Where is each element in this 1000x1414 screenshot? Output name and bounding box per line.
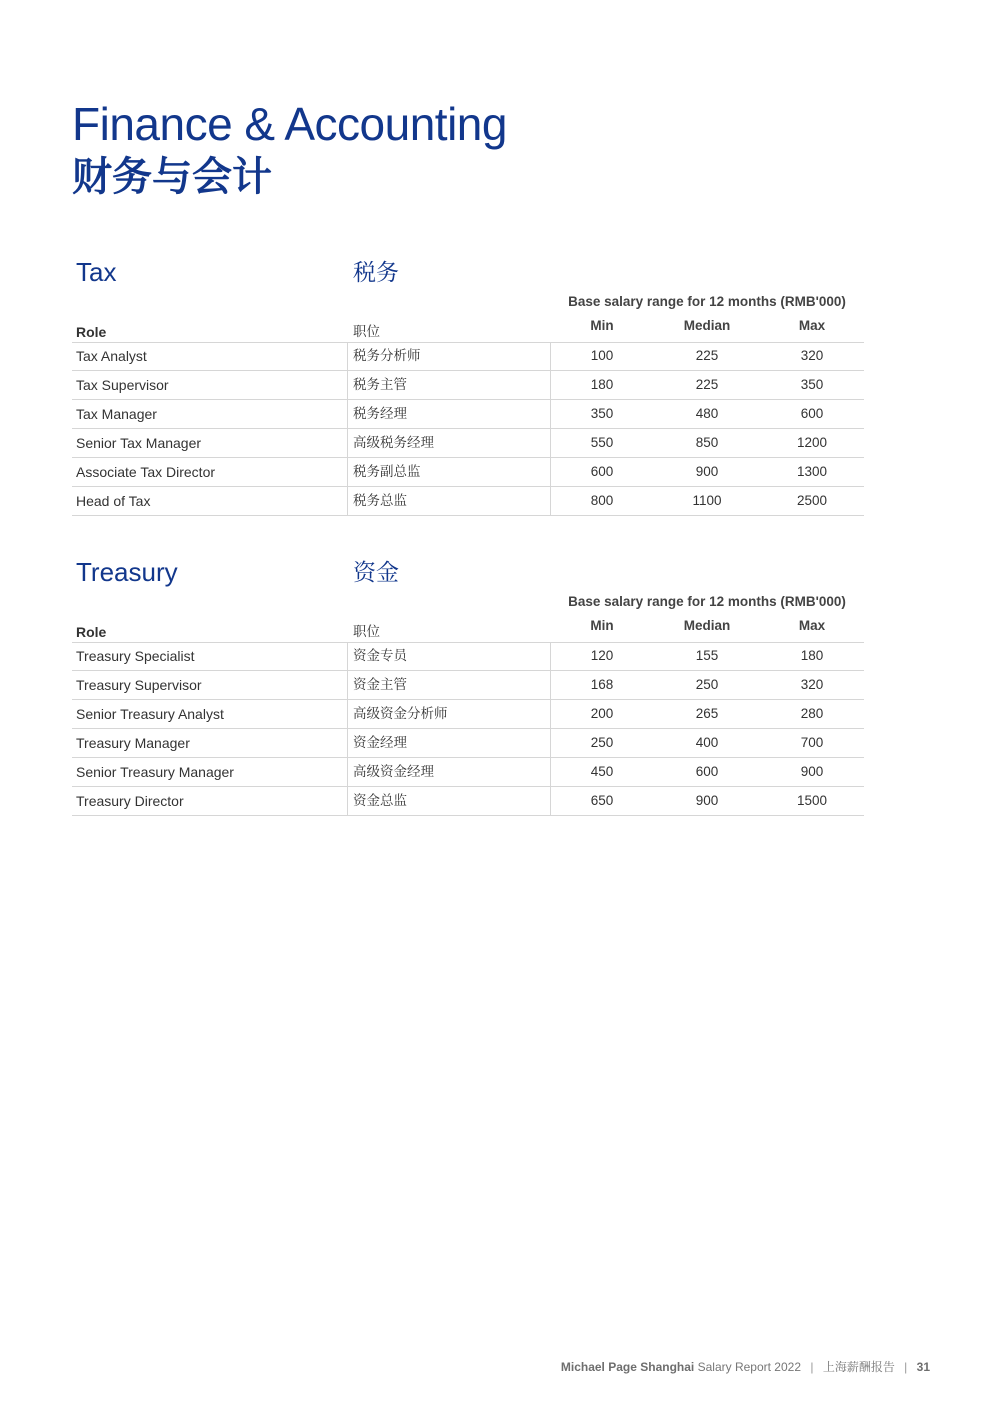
column-divider — [347, 671, 348, 700]
column-divider — [550, 700, 551, 729]
footer-brand: Michael Page Shanghai — [560, 1360, 695, 1374]
section-title: Treasury — [76, 557, 178, 587]
page-title: Finance & Accounting — [72, 98, 507, 150]
column-divider — [347, 787, 348, 816]
footer-report-title-chinese: 上海薪酬报告 — [822, 1360, 895, 1374]
role-cell: Treasury Supervisor — [76, 677, 202, 693]
footer-separator: | — [810, 1360, 814, 1374]
section-title-chinese: 资金 — [353, 559, 399, 585]
header-role: Role — [76, 624, 107, 640]
min-cell: 450 — [590, 764, 614, 779]
table-row — [72, 758, 864, 787]
max-cell: 900 — [800, 764, 824, 779]
column-divider — [550, 758, 551, 787]
page-footer — [561, 1358, 930, 1375]
median-cell: 900 — [695, 793, 719, 808]
header-median: Median — [683, 618, 731, 633]
column-divider — [550, 487, 551, 516]
min-cell: 100 — [590, 348, 614, 363]
column-divider — [550, 429, 551, 458]
role-chinese-cell: 税务主管 — [353, 377, 407, 392]
min-cell: 550 — [590, 435, 614, 450]
treasury-section — [72, 556, 864, 816]
column-divider — [347, 487, 348, 516]
max-cell: 280 — [800, 706, 824, 721]
table-row — [72, 729, 864, 758]
role-chinese-cell: 资金主管 — [353, 677, 407, 692]
column-divider — [347, 458, 348, 487]
header-min: Min — [590, 318, 614, 333]
table-row — [72, 671, 864, 700]
column-divider — [550, 671, 551, 700]
column-divider — [347, 371, 348, 400]
median-cell: 480 — [695, 406, 719, 421]
min-cell: 350 — [590, 406, 614, 421]
header-median: Median — [683, 318, 731, 333]
median-cell: 250 — [695, 677, 719, 692]
role-chinese-cell: 高级税务经理 — [353, 435, 434, 450]
max-cell: 320 — [800, 677, 824, 692]
role-cell: Tax Analyst — [76, 348, 147, 364]
table-header — [72, 314, 864, 343]
role-chinese-cell: 资金总监 — [353, 793, 407, 808]
column-divider — [347, 700, 348, 729]
min-cell: 180 — [590, 377, 614, 392]
section-title: Tax — [76, 257, 117, 287]
median-cell: 225 — [695, 377, 719, 392]
header-min: Min — [590, 618, 614, 633]
max-cell: 180 — [800, 648, 824, 663]
footer-separator: | — [904, 1360, 908, 1374]
tax-section — [72, 256, 864, 516]
role-chinese-cell: 税务分析师 — [353, 348, 421, 363]
header-role-chinese: 职位 — [353, 624, 380, 639]
role-chinese-cell: 高级资金经理 — [353, 764, 434, 779]
role-cell: Senior Tax Manager — [76, 435, 202, 451]
role-cell: Tax Supervisor — [76, 377, 169, 393]
header-role-chinese: 职位 — [353, 324, 380, 339]
table-body — [72, 642, 864, 816]
role-chinese-cell: 税务副总监 — [353, 464, 421, 479]
max-cell: 600 — [800, 406, 824, 421]
column-divider — [550, 400, 551, 429]
role-cell: Senior Treasury Analyst — [76, 706, 224, 722]
min-cell: 650 — [590, 793, 614, 808]
column-divider — [550, 342, 551, 371]
column-divider — [550, 458, 551, 487]
column-divider — [347, 729, 348, 758]
footer-report-title: Salary Report 2022 — [697, 1360, 801, 1374]
table-row — [72, 487, 864, 516]
role-chinese-cell: 资金专员 — [353, 648, 407, 663]
max-cell: 1300 — [796, 464, 828, 479]
median-cell: 900 — [695, 464, 719, 479]
min-cell: 800 — [590, 493, 614, 508]
column-divider — [347, 758, 348, 787]
salary-range-label: Base salary range for 12 months (RMB'000) — [568, 594, 846, 609]
column-divider — [347, 400, 348, 429]
role-cell: Head of Tax — [76, 493, 151, 509]
median-cell: 850 — [695, 435, 719, 450]
median-cell: 600 — [695, 764, 719, 779]
median-cell: 265 — [695, 706, 719, 721]
table-row — [72, 342, 864, 371]
role-chinese-cell: 税务经理 — [353, 406, 407, 421]
salary-range-label: Base salary range for 12 months (RMB'000) — [568, 294, 846, 309]
max-cell: 700 — [800, 735, 824, 750]
role-chinese-cell: 资金经理 — [353, 735, 407, 750]
min-cell: 120 — [590, 648, 614, 663]
role-chinese-cell: 高级资金分析师 — [353, 706, 448, 721]
role-cell: Treasury Specialist — [76, 648, 195, 664]
table-header — [72, 614, 864, 643]
median-cell: 1100 — [692, 493, 722, 508]
header-role: Role — [76, 324, 107, 340]
median-cell: 400 — [695, 735, 719, 750]
page-number: 31 — [916, 1360, 930, 1374]
role-cell: Treasury Director — [76, 793, 184, 809]
table-row — [72, 371, 864, 400]
column-divider — [550, 371, 551, 400]
column-divider — [550, 787, 551, 816]
min-cell: 250 — [590, 735, 614, 750]
table-row — [72, 700, 864, 729]
role-cell: Associate Tax Director — [76, 464, 216, 480]
role-chinese-cell: 税务总监 — [353, 493, 407, 508]
header-max: Max — [798, 318, 826, 333]
min-cell: 600 — [590, 464, 614, 479]
page-title-chinese: 财务与会计 — [72, 155, 272, 199]
table-row — [72, 787, 864, 816]
min-cell: 168 — [590, 677, 614, 692]
role-cell: Senior Treasury Manager — [76, 764, 234, 780]
column-divider — [347, 429, 348, 458]
max-cell: 2500 — [796, 493, 828, 508]
column-divider — [347, 342, 348, 371]
table-body — [72, 342, 864, 516]
role-cell: Tax Manager — [76, 406, 157, 422]
max-cell: 1500 — [796, 793, 828, 808]
role-cell: Treasury Manager — [76, 735, 190, 751]
min-cell: 200 — [590, 706, 614, 721]
column-divider — [550, 642, 551, 671]
column-divider — [347, 642, 348, 671]
median-cell: 225 — [695, 348, 719, 363]
table-row — [72, 642, 864, 671]
table-row — [72, 429, 864, 458]
table-row — [72, 458, 864, 487]
max-cell: 320 — [800, 348, 824, 363]
section-title-chinese: 税务 — [353, 259, 399, 285]
column-divider — [550, 729, 551, 758]
max-cell: 1200 — [796, 435, 828, 450]
median-cell: 155 — [695, 648, 719, 663]
max-cell: 350 — [800, 377, 824, 392]
table-row — [72, 400, 864, 429]
header-max: Max — [798, 618, 826, 633]
